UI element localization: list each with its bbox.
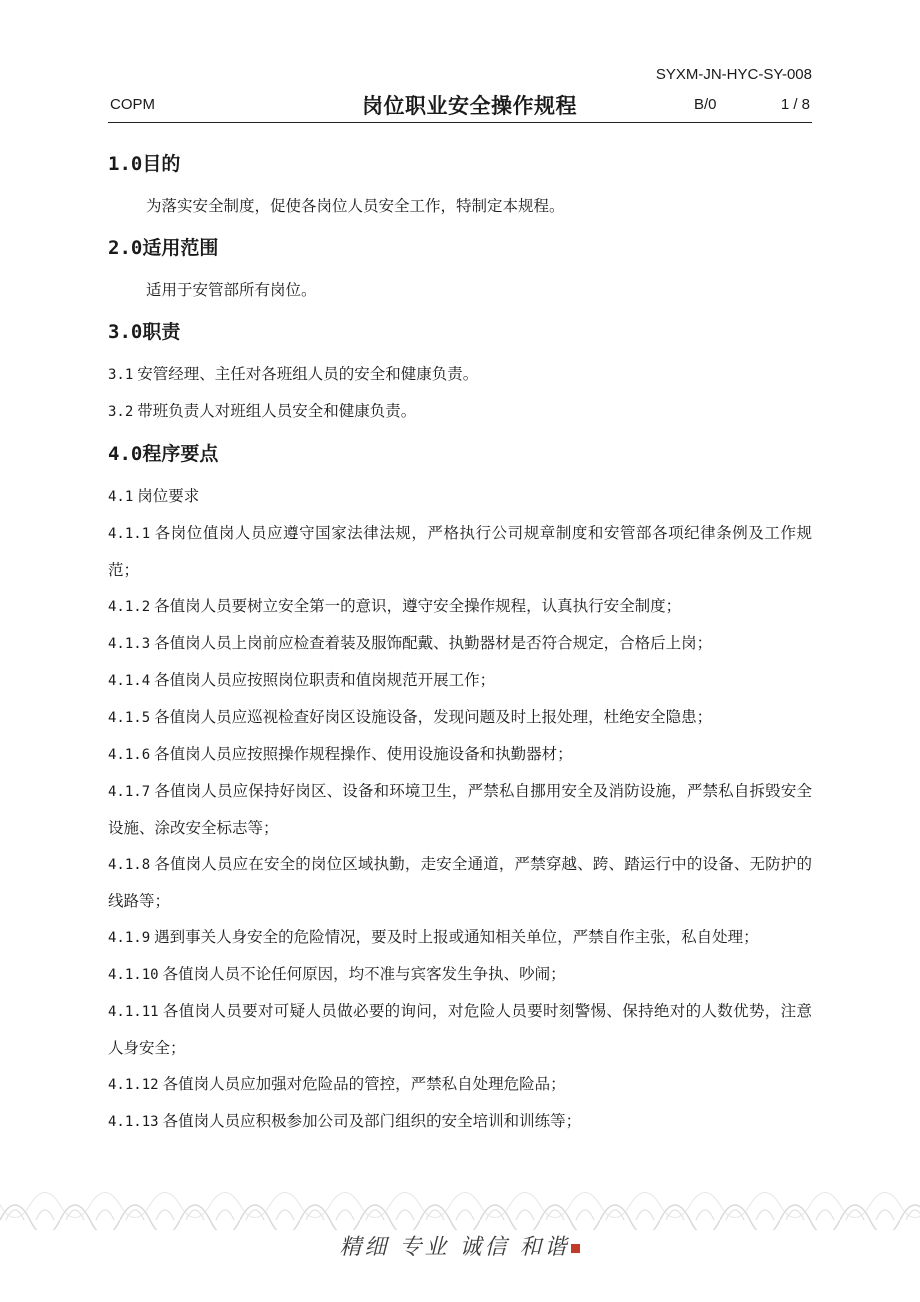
company-slogan: 精细 专业 诚信 和谐 xyxy=(0,1230,920,1261)
list-item: 4.1.7 各值岗人员应保持好岗区、设备和环境卫生，严禁私自挪用安全及消防设施，严禁私自拆毁安全设施、涂改安全标志等； xyxy=(108,782,812,837)
purpose-text: 为落实安全制度，促使各岗位人员安全工作，特制定本规程。 xyxy=(146,197,565,215)
list-item: 4.1.2 各值岗人员要树立安全第一的意识，遵守安全操作规程，认真执行安全制度； xyxy=(108,597,682,615)
scope-text: 适用于安管部所有岗位。 xyxy=(146,281,317,299)
document-title: 岗位职业安全操作规程 xyxy=(362,94,577,118)
section-heading-purpose: 1.0目的 xyxy=(108,153,181,175)
list-item: 4.1.10 各值岗人员不论任何原因，均不准与宾客发生争执、吵闹； xyxy=(108,965,566,983)
red-seal-icon xyxy=(571,1244,580,1253)
list-item: 4.1.8 各值岗人员应在安全的岗位区域执勤，走安全通道，严禁穿越、跨、踏运行中的设备、无防护的线路等； xyxy=(108,855,812,910)
list-item: 3.2 带班负责人对班组人员安全和健康负责。 xyxy=(108,402,417,420)
page-number: 1 / 8 xyxy=(780,96,810,113)
list-item: 3.1 安管经理、主任对各班组人员的安全和健康负责。 xyxy=(108,365,479,383)
list-item: 4.1.6 各值岗人员应按照操作规程操作、使用设施设备和执勤器材； xyxy=(108,745,573,763)
section-heading-scope: 2.0适用范围 xyxy=(108,237,219,259)
document-body xyxy=(108,140,812,1140)
list-item: 4.1.4 各值岗人员应按照岗位职责和值岗规范开展工作； xyxy=(108,671,496,689)
list-item: 4.1.3 各值岗人员上岗前应检查着装及服饰配戴、执勤器材是否符合规定，合格后上岗； xyxy=(108,634,713,652)
section-heading-responsibilities: 3.0职责 xyxy=(108,321,181,343)
list-item: 4.1.11 各值岗人员要对可疑人员做必要的询问，对危险人员要时刻警惕、保持绝对的人数优势，注意人身安全； xyxy=(108,1002,812,1057)
list-item: 4.1.9 遇到事关人身安全的危险情况，要及时上报或通知相关单位，严禁自作主张，私自处理； xyxy=(108,928,759,946)
organization-code: COPM xyxy=(110,96,155,113)
revision: B/0 xyxy=(694,96,717,113)
page-footer xyxy=(0,1180,920,1302)
list-item: 4.1.1 各岗位值岗人员应遵守国家法律法规，严格执行公司规章制度和安管部各项纪律条例及工作规范； xyxy=(108,524,812,579)
list-item: 4.1 岗位要求 xyxy=(108,487,200,505)
page-header xyxy=(108,62,812,123)
list-item: 4.1.5 各值岗人员应巡视检查好岗区设施设备，发现问题及时上报处理，杜绝安全隐患； xyxy=(108,708,713,726)
list-item: 4.1.13 各值岗人员应积极参加公司及部门组织的安全培训和训练等； xyxy=(108,1112,582,1130)
list-item: 4.1.12 各值岗人员应加强对危险品的管控，严禁私自处理危险品； xyxy=(108,1075,566,1093)
document-code: SYXM-JN-HYC-SY-008 xyxy=(655,66,812,83)
wave-pattern-decoration xyxy=(0,1180,920,1230)
section-heading-procedure: 4.0程序要点 xyxy=(108,443,219,465)
